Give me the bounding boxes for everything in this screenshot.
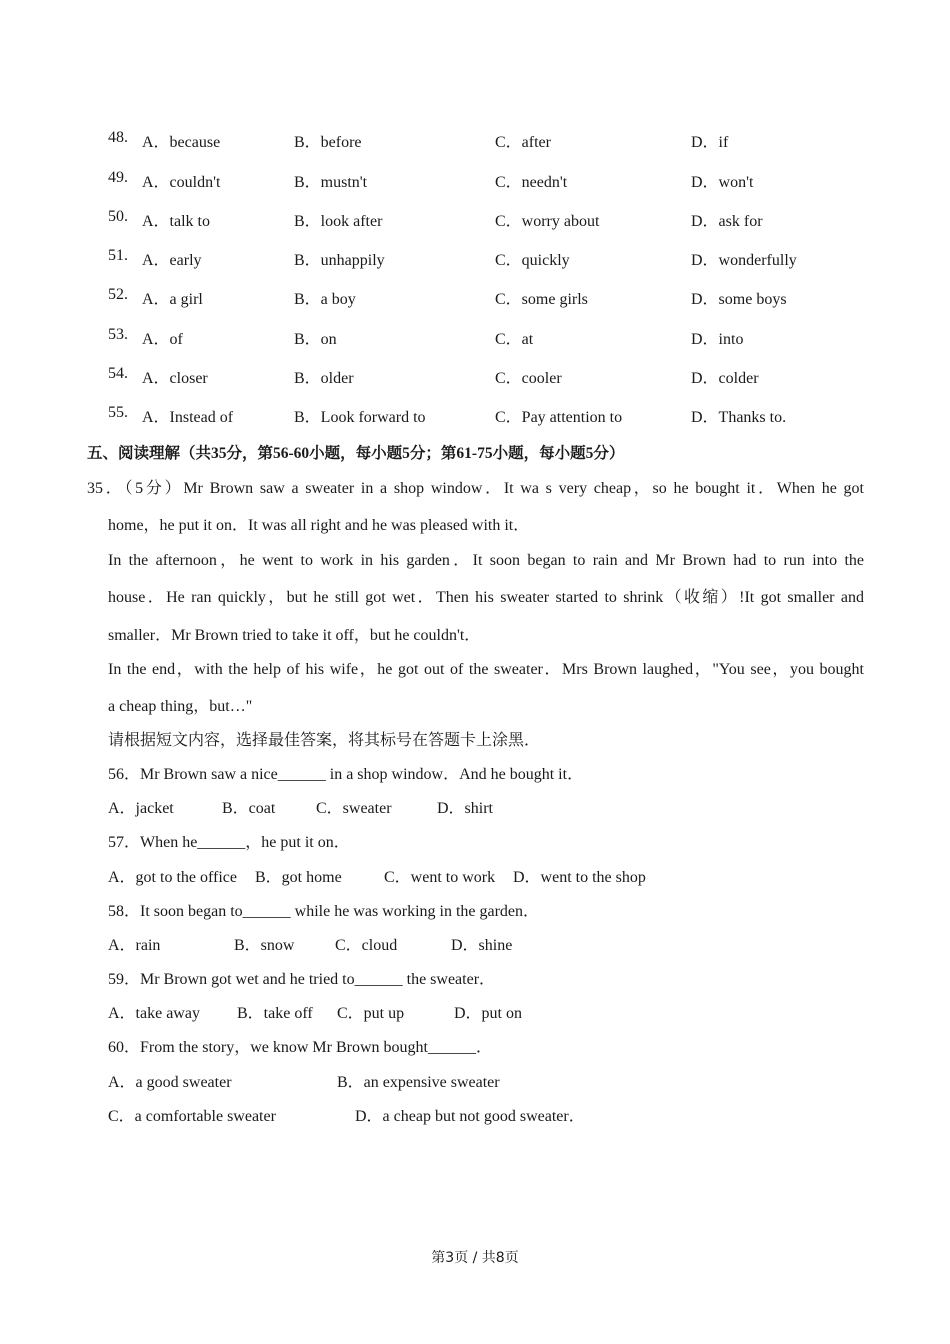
- passage-line: home，he put it on．It was all right and he was pleased with it．: [108, 517, 530, 534]
- option-c: C．quickly: [495, 252, 570, 269]
- option-b: B．a boy: [294, 291, 356, 308]
- option-b: B．take off: [237, 1005, 313, 1022]
- section-heading: 五、阅读理解（共35分，第56-60小题，每小题5分；第61-75小题，每小题5分）: [87, 445, 625, 462]
- option-d: D．Thanks to.: [691, 409, 787, 426]
- option-d: D．shine: [451, 937, 513, 954]
- option-c: C．after: [495, 134, 551, 151]
- option-c: C．some girls: [495, 291, 588, 308]
- option-b: B．Look forward to: [294, 409, 426, 426]
- question-stem: 59．Mr Brown got wet and he tried to______ the sweater．: [108, 971, 496, 988]
- question-number: 50.: [108, 208, 128, 225]
- question-stem: 58．It soon began to______ while he was working in the garden．: [108, 903, 540, 920]
- question-number: 52.: [108, 286, 128, 303]
- option-c: C．went to work: [384, 869, 496, 886]
- option-b: B．before: [294, 134, 362, 151]
- question-number: 55.: [108, 404, 128, 421]
- option-a: A．rain: [108, 937, 161, 954]
- option-a: A．talk to: [142, 213, 210, 230]
- option-d: D．colder: [691, 370, 759, 387]
- option-c: C．put up: [337, 1005, 405, 1022]
- option-d: D．went to the shop: [513, 869, 646, 886]
- passage-line: smaller．Mr Brown tried to take it off，but he couldn't．: [108, 627, 481, 644]
- option-a: A．a good sweater: [108, 1074, 232, 1091]
- option-b: B．on: [294, 331, 337, 348]
- passage-line: 35．（5分）Mr Brown saw a sweater in a shop window．It wa s very cheap，so he bought it．When he got: [87, 480, 864, 497]
- option-a: A．Instead of: [142, 409, 234, 426]
- option-c: C．cloud: [335, 937, 398, 954]
- option-a: A．closer: [142, 370, 208, 387]
- option-a: A．of: [142, 331, 183, 348]
- option-c: C．Pay attention to: [495, 409, 623, 426]
- option-d: D．won't: [691, 174, 754, 191]
- page-footer: 第3页 / 共8页: [431, 1250, 519, 1266]
- option-d: D．ask for: [691, 213, 763, 230]
- option-a: A．jacket: [108, 800, 174, 817]
- option-c: C．needn't: [495, 174, 568, 191]
- passage-line: In the end，with the help of his wife，he got out of the sweater．Mrs Brown laughed，"You see，you bought: [108, 661, 864, 678]
- passage-line: house．He ran quickly，but he still got wet．Then his sweater started to shrink（收缩）!It got smaller and: [108, 589, 864, 606]
- option-c: C．cooler: [495, 370, 562, 387]
- option-b: B．snow: [234, 937, 295, 954]
- option-d: D．wonderfully: [691, 252, 797, 269]
- option-b: B．an expensive sweater: [337, 1074, 500, 1091]
- question-number: 54.: [108, 365, 128, 382]
- option-c: C．sweater: [316, 800, 392, 817]
- option-b: B．coat: [222, 800, 276, 817]
- option-a: A．early: [142, 252, 202, 269]
- question-number: 51.: [108, 247, 128, 264]
- option-b: B．unhappily: [294, 252, 385, 269]
- option-d: D．shirt: [437, 800, 494, 817]
- option-d: D．if: [691, 134, 729, 151]
- question-number: 53.: [108, 326, 128, 343]
- question-stem: 56．Mr Brown saw a nice______ in a shop window．And he bought it．: [108, 766, 584, 783]
- question-number: 48.: [108, 129, 128, 146]
- option-b: B．look after: [294, 213, 383, 230]
- question-number: 49.: [108, 169, 128, 186]
- option-a: A．couldn't: [142, 174, 221, 191]
- instruction: 请根据短文内容，选择最佳答案，将其标号在答题卡上涂黑．: [108, 732, 541, 749]
- option-b: B．older: [294, 370, 354, 387]
- option-c: C．a comfortable sweater: [108, 1108, 276, 1125]
- option-d: D．some boys: [691, 291, 787, 308]
- passage-line: In the afternoon，he went to work in his garden．It soon began to rain and Mr Brown had to run into the: [108, 552, 864, 569]
- passage-line: a cheap thing，but…": [108, 698, 253, 715]
- option-a: A．take away: [108, 1005, 200, 1022]
- option-d: D．into: [691, 331, 744, 348]
- option-c: C．at: [495, 331, 534, 348]
- option-a: A．a girl: [142, 291, 203, 308]
- option-d: D．put on: [454, 1005, 523, 1022]
- option-b: B．mustn't: [294, 174, 368, 191]
- option-a: A．got to the office: [108, 869, 238, 886]
- option-b: B．got home: [255, 869, 342, 886]
- option-a: A．because: [142, 134, 221, 151]
- option-c: C．worry about: [495, 213, 600, 230]
- question-stem: 60．From the story，we know Mr Brown bought______．: [108, 1039, 492, 1056]
- question-stem: 57．When he______，he put it on．: [108, 834, 350, 851]
- option-d: D．a cheap but not good sweater．: [355, 1108, 585, 1125]
